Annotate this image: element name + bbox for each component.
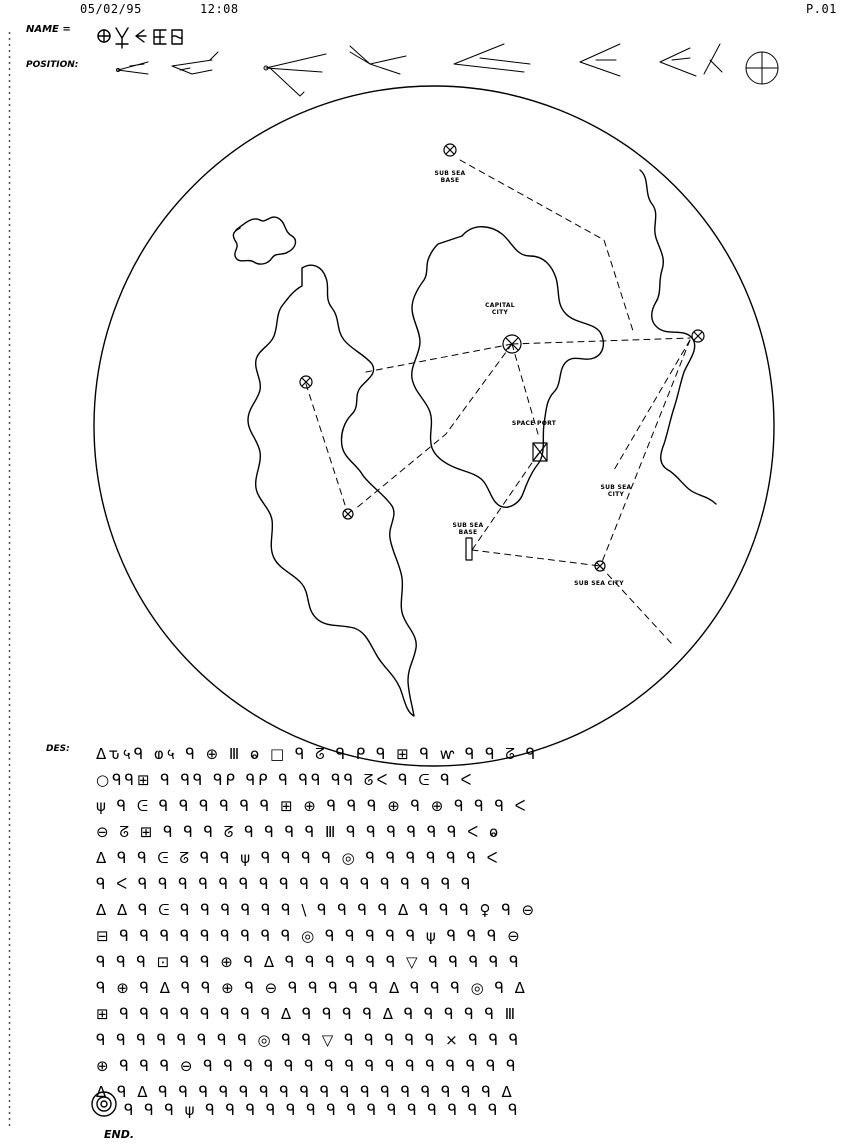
island-small [233, 217, 295, 264]
position-diagram-row [117, 44, 779, 96]
continent-central [412, 227, 604, 508]
fax-date: 05/02/95 [80, 2, 142, 16]
map-label-capital-city: CAPITAL CITY [485, 302, 515, 316]
end-label: END. [104, 1128, 135, 1141]
script-line: ᑫ ᑫ ᑫ ψ ᑫ ᑫ ᑫ ᑫ ᑫ ᑫ ᑫ ᑫ ᑫ ᑫ ᑫ ᑫ ᑫ ᑫ ᑫ ᑫ [124, 1101, 521, 1119]
continent-west [248, 265, 416, 716]
script-line: ⊞ ᑫ ᑫ ᑫ ᑫ ᑫ ᑫ ᑫ ᑫ Δ ᑫ ᑫ ᑫ ᑫ Δ ᑫ ᑫ ᑫ ᑫ ᑫ Ⅲ [96, 1005, 519, 1023]
script-line: ⊖ ᘔ ⊞ ᑫ ᑫ ᑫ ᘔ ᑫ ᑫ ᑫ ᑫ Ⅲ ᑫ ᑫ ᑫ ᑫ ᑫ ᑫ ᐸ ⱺ [96, 823, 502, 841]
map-label-sub-sea-city-low: SUB SEA CITY [574, 580, 624, 587]
map-label-space-port: SPACE PORT [511, 420, 557, 427]
script-line: ψ ᑫ ᕮ ᑫ ᑫ ᑫ ᑫ ᑫ ᑫ ⊞ ⊕ ᑫ ᑫ ᑫ ⊕ ᑫ ⊕ ᑫ ᑫ ᑫ ᐸ [96, 797, 529, 815]
script-line: ᑫ ᐸ ᑫ ᑫ ᑫ ᑫ ᑫ ᑫ ᑫ ᑫ ᑫ ᑫ ᑫ ᑫ ᑫ ᑫ ᑫ ᑫ ᑫ [96, 875, 474, 893]
name-label: NAME = [26, 24, 71, 35]
fax-time: 12:08 [200, 2, 239, 16]
script-line: Δ ᑫ Δ ᑫ ᑫ ᑫ ᑫ ᑫ ᑫ ᑫ ᑫ ᑫ ᑫ ᑫ ᑫ ᑫ ᑫ ᑫ ᑫ ᑫ Δ [96, 1083, 515, 1101]
description-label: DES: [46, 744, 70, 754]
script-line: Δ Δ ᑫ ᕮ ᑫ ᑫ ᑫ ᑫ ᑫ ᑫ \ ᑫ ᑫ ᑫ ᑫ Δ ᑫ ᑫ ᑫ ♀ ᑫ ⊖ [96, 901, 538, 919]
script-line: ⊕ ᑫ ᑫ ᑫ ⊖ ᑫ ᑫ ᑫ ᑫ ᑫ ᑫ ᑫ ᑫ ᑫ ᑫ ᑫ ᑫ ᑫ ᑫ ᑫ ᑫ [96, 1057, 519, 1075]
script-line: ⊟ ᑫ ᑫ ᑫ ᑫ ᑫ ᑫ ᑫ ᑫ ᑫ ◎ ᑫ ᑫ ᑫ ᑫ ᑫ ψ ᑫ ᑫ ᑫ ⊖ [96, 927, 523, 945]
name-glyphs [98, 28, 182, 48]
position-label: POSITION: [26, 60, 79, 70]
map-label-sub-sea-city-right: SUB SEA CITY [600, 484, 632, 498]
script-line: Δԏ५ᑫ ⱷ५ ᑫ ⊕ Ⅲ ⱺ □ ᑫ ᘔ ᑫ ᑭ ᑫ ⊞ ᑫ ⱳ ᑫ ᑫ ᘔ ᑫ [96, 745, 539, 763]
map-label-sub-sea-base-low: SUB SEA BASE [452, 522, 484, 536]
planet-outline [94, 86, 774, 766]
route-lines [306, 160, 690, 644]
script-line: Δ ᑫ ᑫ ᕮ ᘔ ᑫ ᑫ ψ ᑫ ᑫ ᑫ ᑫ ◎ ᑫ ᑫ ᑫ ᑫ ᑫ ᑫ ᐸ [96, 849, 501, 867]
script-line: ᑫ ⊕ ᑫ Δ ᑫ ᑫ ⊕ ᑫ ⊖ ᑫ ᑫ ᑫ ᑫ ᑫ Δ ᑫ ᑫ ᑫ ◎ ᑫ Δ [96, 979, 528, 997]
script-line: ᑫ ᑫ ᑫ ⊡ ᑫ ᑫ ⊕ ᑫ Δ ᑫ ᑫ ᑫ ᑫ ᑫ ᑫ ▽ ᑫ ᑫ ᑫ ᑫ ᑫ [96, 953, 522, 971]
script-line: ○ᑫᑫ⊞ ᑫ ᑫᑫ ᑫᑭ ᑫᑭ ᑫ ᑫᑫ ᑫᑫ ᘔᐸ ᑫ ᕮ ᑫ ᐸ [96, 771, 475, 789]
script-line: ᑫ ᑫ ᑫ ᑫ ᑫ ᑫ ᑫ ᑫ ◎ ᑫ ᑫ ▽ ᑫ ᑫ ᑫ ᑫ ᑫ × ᑫ ᑫ ᑫ [96, 1031, 522, 1049]
fax-page-number: P.01 [806, 2, 837, 16]
map-label-sub-sea-base: SUB SEA BASE [434, 170, 466, 184]
